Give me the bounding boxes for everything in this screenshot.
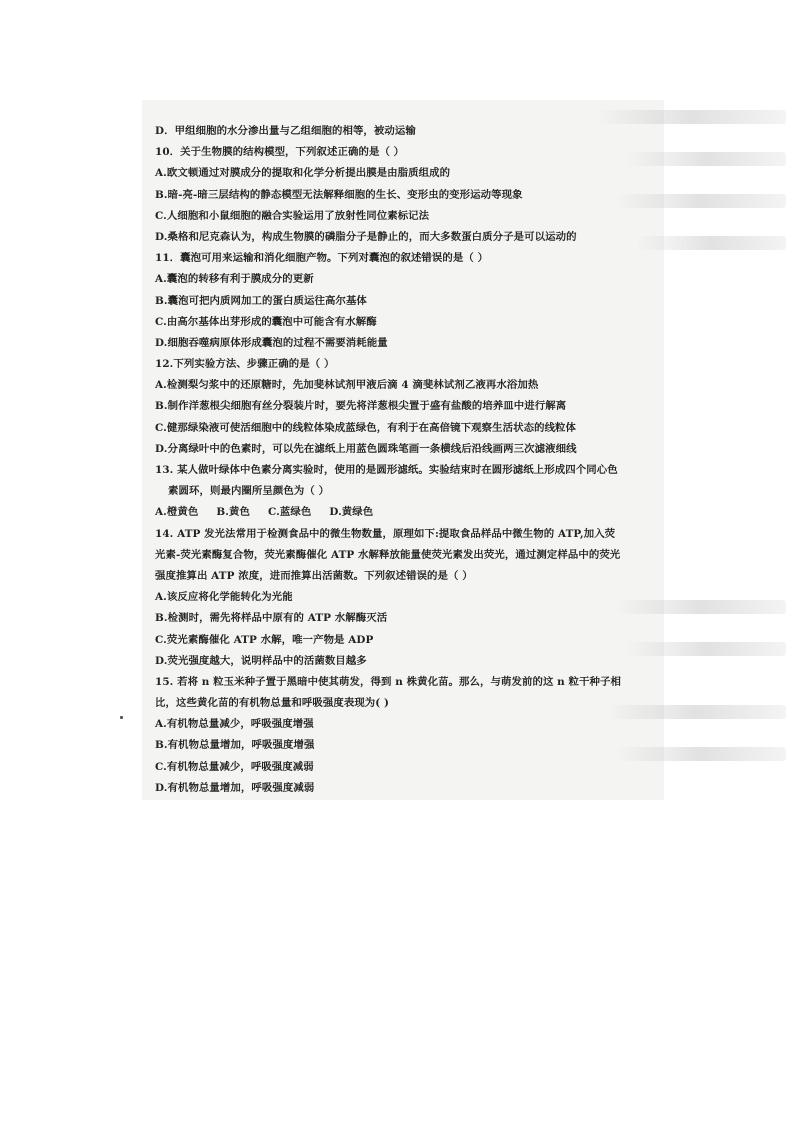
stray-mark	[120, 716, 123, 719]
q13-option-b: B.黄色	[216, 506, 250, 519]
q12-stem: 12.下列实验方法、步骤正确的是（ ）	[155, 358, 335, 371]
q13-options	[155, 502, 655, 523]
q15-option-c: C.有机物总量减少，呼吸强度减弱	[155, 760, 314, 773]
q14-option-c: C.荧光素酶催化 ATP 水解，唯一产物是 ADP	[155, 633, 374, 646]
q15-option-d: D.有机物总量增加，呼吸强度减弱	[155, 781, 315, 794]
q10-option-c: C.人细胞和小鼠细胞的融合实验运用了放射性同位素标记法	[155, 209, 430, 222]
q14-stem-line-2: 光素-荧光素酶复合物，荧光素酶催化 ATP 水解释放能量使荧光素发出荧光，通过测定样品中的荧光	[155, 548, 621, 561]
q14-option-d: D.荧光强度越大，说明样品中的活菌数目越多	[155, 654, 367, 667]
q9-option-d: D．甲组细胞的水分渗出量与乙组细胞的相等，被动运输	[155, 125, 416, 137]
q10-option-a: A.欧文顿通过对膜成分的提取和化学分析提出膜是由脂质组成的	[155, 167, 451, 180]
q13-stem-line-1: 13. 某人做叶绿体中色素分离实验时，使用的是圆形滤纸。实验结束时在圆形滤纸上形成四个同心色	[155, 464, 618, 476]
q12-option-c: C.健那绿染液可使活细胞中的线粒体染成蓝绿色，有利于在高倍镜下观察生活状态的线粒体	[155, 421, 577, 434]
q10-option-b: B.暗-亮-暗三层结构的静态模型无法解释细胞的生长、变形虫的变形运动等现象	[155, 188, 523, 201]
q15-stem-line-1: 15. 若将 n 粒玉米种子置于黑暗中使其萌发，得到 n 株黄化苗。那么，与萌发前的这 n 粒干种子相	[155, 675, 622, 688]
q13-option-d: D.黄绿色	[329, 506, 374, 519]
q10-option-d: D.桑格和尼克森认为，构成生物膜的磷脂分子是静止的，而大多数蛋白质分子是可以运动的	[155, 230, 577, 243]
q15-option-a: A.有机物总量减少，呼吸强度增强	[155, 718, 314, 731]
q14-option-a: A.该反应将化学能转化为光能	[155, 591, 293, 604]
q14-option-b: B.检测时，需先将样品中原有的 ATP 水解酶灭活	[155, 612, 388, 625]
q13-stem-line-2: 素圆环，则最内圈所呈颜色为（ ）	[168, 485, 330, 498]
q11-option-c: C.由高尔基体出芽形成的囊泡中可能含有水解酶	[155, 315, 377, 328]
question-text	[155, 121, 655, 799]
q13-option-c: C.蓝绿色	[267, 506, 312, 519]
bleed-through-mark	[636, 236, 786, 250]
q14-stem-line-1: 14. ATP 发光法常用于检测食品中的微生物数量，原理如下:提取食品样品中微生物的 ATP,加入荧	[155, 527, 616, 540]
q11-option-a: A.囊泡的转移有利于膜成分的更新	[155, 273, 314, 286]
q13-option-a: A.橙黄色	[155, 506, 199, 519]
q11-option-b: B.囊泡可把内质网加工的蛋白质运往高尔基体	[155, 294, 367, 307]
q12-option-a: A.检测梨匀浆中的还原糖时，先加斐林试剂甲液后滴 4 滴斐林试剂乙液再水浴加热	[155, 379, 539, 392]
q11-option-d: D.细胞吞噬病原体形成囊泡的过程不需要消耗能量	[155, 336, 388, 349]
q15-option-b: B.有机物总量增加，呼吸强度增强	[155, 739, 315, 752]
q15-stem-line-2: 比，这些黄化苗的有机物总量和呼吸强度表现为( )	[155, 697, 390, 710]
q10-stem: 10．关于生物膜的结构模型，下列叙述正确的是（ ）	[155, 146, 405, 159]
q12-option-d: D.分离绿叶中的色素时，可以先在滤纸上用蓝色圆珠笔画一条横线后沿线画两三次滤液细线	[155, 442, 577, 455]
q11-stem: 11．囊泡可用来运输和消化细胞产物。下列对囊泡的叙述错误的是（ ）	[155, 252, 489, 265]
q12-option-b: B.制作洋葱根尖细胞有丝分裂装片时，要先将洋葱根尖置于盛有盐酸的培养皿中进行解离	[155, 400, 567, 413]
q14-stem-line-3: 强度推算出 ATP 浓度，进而推算出活菌数。下列叙述错误的是（ ）	[155, 569, 473, 582]
